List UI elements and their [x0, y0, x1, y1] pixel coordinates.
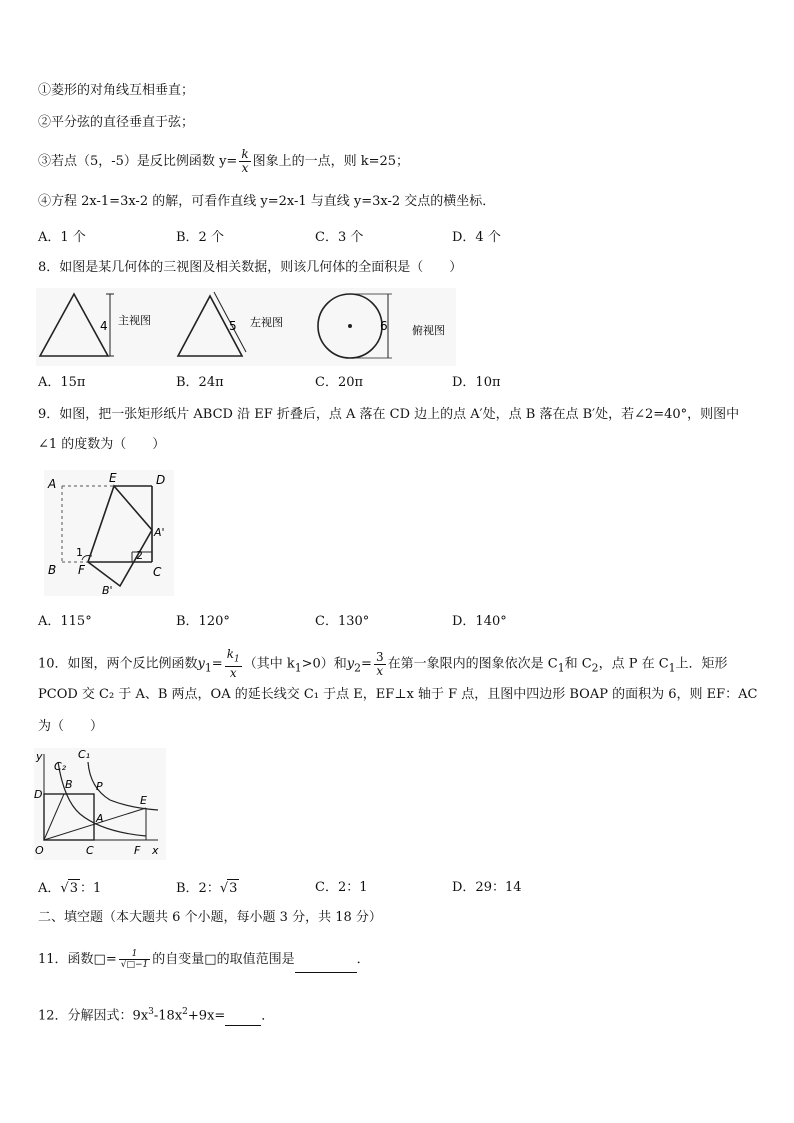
q8-option-c[interactable]: C．20π — [315, 375, 364, 390]
q8-option-b[interactable]: B．24π — [176, 375, 224, 390]
statement-3-pre: ③若点（5，-5）是反比例函数 y= — [38, 154, 238, 169]
q8-options — [38, 374, 758, 392]
q9-option-a[interactable]: A．115° — [38, 614, 92, 629]
q8-option-d[interactable]: D．10π — [452, 375, 501, 390]
q9-options — [38, 613, 758, 631]
svg-text:A': A' — [154, 526, 165, 539]
q10-option-c[interactable]: C．2：1 — [315, 880, 368, 895]
svg-text:F: F — [78, 563, 85, 577]
svg-text:A: A — [48, 477, 57, 491]
svg-text:x: x — [152, 844, 159, 857]
q10-hyperbola-figure — [34, 748, 166, 860]
top-view-label: 俯视图 — [412, 324, 445, 337]
q10-options — [38, 879, 758, 897]
svg-text:B: B — [65, 778, 73, 791]
svg-text:O: O — [35, 844, 44, 857]
statement-2: ②平分弦的直径垂直于弦； — [38, 115, 195, 130]
q7-option-c[interactable]: C．3 个 — [315, 230, 364, 245]
svg-text:1: 1 — [76, 546, 83, 559]
svg-text:F: F — [134, 844, 141, 857]
q7-option-a[interactable]: A．1 个 — [38, 230, 86, 245]
svg-text:E: E — [140, 794, 147, 807]
q8-stem: 8．如图是某几何体的三视图及相关数据，则该几何体的全面积是（ ） — [38, 260, 463, 275]
q7-option-b[interactable]: B．2 个 — [176, 230, 224, 245]
q9-option-c[interactable]: C．130° — [315, 614, 370, 629]
q9-option-d[interactable]: D．140° — [452, 614, 507, 629]
svg-text:B: B — [48, 563, 57, 577]
top-view-dim: 6 — [380, 319, 388, 333]
q9-option-b[interactable]: B．120° — [176, 614, 230, 629]
k1-over-x-fraction: $\frac{k_1}{x}$ — [226, 647, 240, 681]
svg-text:A: A — [96, 812, 104, 825]
q10-stem-line1: 10．如图，两个反比例函数$y_1=$ $\frac{k_1}{x}$ （其中 $k_1>0$）和$y_2=$ $\frac{3}{x}$ 在第一象限内的图象依次是 $C_1$和 $C_2$，点 P 在 $C_1$上．矩形 — [38, 647, 728, 681]
q12-answer-blank[interactable] — [225, 1007, 261, 1026]
k-over-x-fraction: $\frac{k}{x}$ — [241, 147, 249, 175]
q8-option-a[interactable]: A．15π — [38, 375, 86, 390]
q10-stem-line2: PCOD 交 C₂ 于 A、B 两点，OA 的延长线交 C₁ 于点 E，EF⊥x 轴于 F 点，且图中四边形 BOAP 的面积为 6，则 EF：AC — [38, 687, 758, 702]
svg-text:C₂: C₂ — [54, 760, 67, 773]
three-over-x-fraction: $\frac{3}{x}$ — [375, 649, 384, 678]
section-2-heading: 二、填空题（本大题共 6 个小题，每小题 3 分，共 18 分） — [38, 910, 382, 925]
svg-text:C: C — [153, 565, 162, 579]
q11: 11．函数□= $\frac{1}{√□-1}$ 的自变量□的取值范围是 ． — [38, 948, 370, 973]
q9-stem-line2: ∠1 的度数为（ ） — [38, 437, 166, 452]
q7-options — [38, 229, 758, 247]
q10-stem-line3: 为（ ） — [38, 719, 104, 734]
svg-text:y: y — [36, 750, 43, 763]
statement-3 — [38, 148, 409, 175]
svg-text:P: P — [96, 780, 103, 793]
q11-answer-blank[interactable] — [295, 948, 357, 973]
svg-text:D: D — [156, 473, 166, 487]
svg-text:D: D — [34, 788, 43, 801]
svg-text:C₁: C₁ — [78, 748, 91, 761]
q11-fraction: $\frac{1}{√□-1}$ — [120, 949, 149, 970]
q7-option-d[interactable]: D．4 个 — [452, 230, 501, 245]
q9-stem-line1: 9．如图，把一张矩形纸片 ABCD 沿 EF 折叠后，点 A 落在 CD 边上的点 A′处，点 B 落在点 B′处，若∠2=40°，则图中 — [38, 407, 740, 422]
q9-folding-figure — [44, 470, 174, 596]
svg-text:2: 2 — [136, 549, 143, 562]
q10-option-d[interactable]: D．29：14 — [452, 880, 522, 895]
left-view-label: 左视图 — [250, 316, 283, 329]
q10-option-b[interactable]: B．2：√3 — [176, 881, 238, 896]
svg-text:B': B' — [102, 584, 113, 596]
front-view-label: 主视图 — [118, 314, 151, 327]
q12: 12．分解因式：$9x^3-18x^2+9x=$ ． — [38, 1003, 274, 1026]
front-view-dim: 4 — [100, 319, 108, 333]
q8-three-views-figure — [36, 288, 456, 366]
statement-3-post: 图象上的一点，则 k=25； — [252, 154, 410, 169]
q10-option-a[interactable]: A．√3 ：1 — [38, 881, 102, 896]
statement-1: ①菱形的对角线互相垂直； — [38, 83, 195, 98]
statement-4: ④方程 2x-1=3x-2 的解，可看作直线 y=2x-1 与直线 y=3x-2 交点的横坐标． — [38, 194, 496, 209]
left-view-dim: 5 — [229, 319, 237, 333]
svg-text:E: E — [109, 471, 117, 485]
svg-text:C: C — [86, 844, 94, 857]
